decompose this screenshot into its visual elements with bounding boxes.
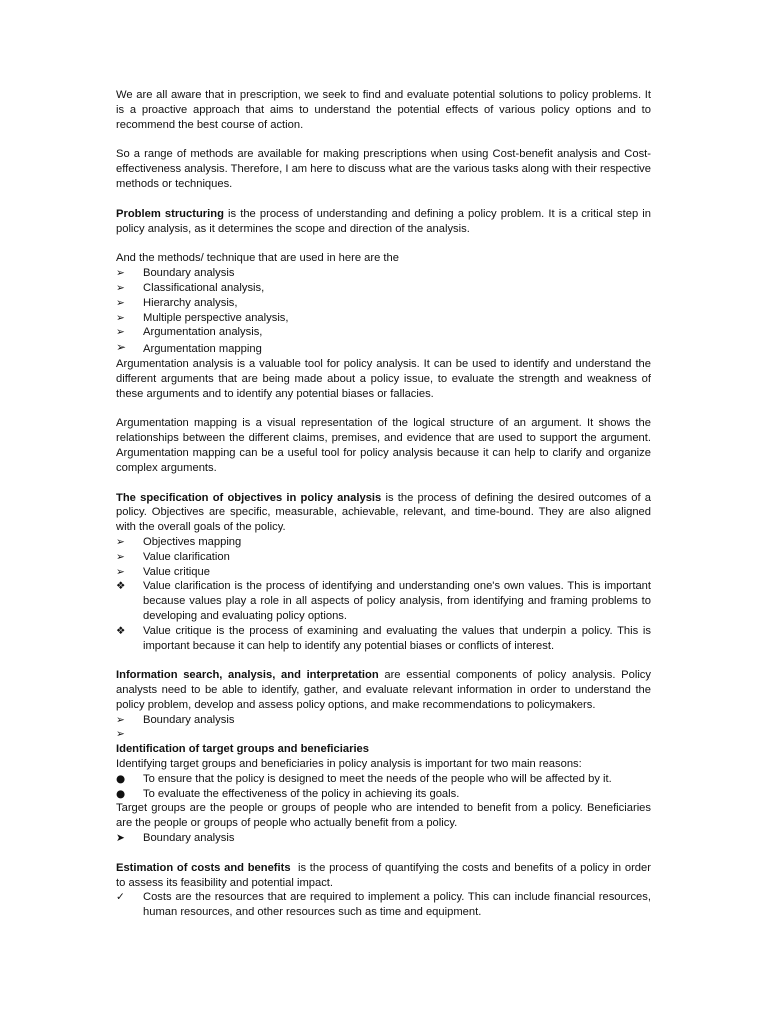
list-item: ➤ Boundary analysis bbox=[116, 832, 235, 845]
list-item: ● To ensure that the policy is designed to meet the needs of the people who will be affected by it. bbox=[116, 772, 612, 785]
list-item: ❖ Value clarification is the process of identifying and understanding one's own values. This is important because values play a role in all aspects of policy analysis, from identifying and framing problems to developing and evaluating policy options. bbox=[116, 580, 651, 622]
argumentation-mapping-paragraph: Argumentation mapping is a visual representation of the logical structure of an argument. It shows the relationships between the different claims, premises, and evidence that are used to support the argument. Argumentation mapping can be a useful tool for policy analysis because it can help to clarify and organize complex arguments. bbox=[116, 417, 651, 474]
costs-list bbox=[116, 890, 651, 920]
objectives-methods-list bbox=[116, 535, 651, 653]
list-item: ✓ Costs are the resources that are required to implement a policy. This can include financial resources, human resources, and other resources such as time and equipment. bbox=[116, 891, 651, 919]
problem-structuring-paragraph: Problem structuring is the process of understanding and defining a policy problem. It is a critical step in policy analysis, as it determines the scope and direction of the analysis. bbox=[116, 207, 651, 235]
costs-benefits-heading: Estimation of costs and benefits bbox=[116, 861, 291, 874]
arrow-bullet-icon: ➢ bbox=[116, 296, 125, 309]
target-methods-list bbox=[116, 831, 651, 846]
dot-bullet-icon: ● bbox=[116, 772, 126, 785]
problem-methods-list bbox=[116, 266, 651, 357]
target-groups-definition: Target groups are the people or groups of people who are intended to benefit from a policy. Beneficiaries are the people or groups of people who actually benefit from a policy. bbox=[116, 802, 651, 830]
arrow-bullet-icon: ➢ bbox=[116, 281, 125, 294]
target-groups-heading: Identification of target groups and beneficiaries bbox=[116, 743, 369, 756]
list-item: ➢ Multiple perspective analysis, bbox=[116, 311, 289, 324]
list-item: ➢ Objectives mapping bbox=[116, 535, 242, 548]
arrow-bullet-icon: ➢ bbox=[116, 267, 125, 280]
list-item: ➢ Argumentation mapping bbox=[116, 340, 262, 356]
list-item: ❖ Value critique is the process of examining and evaluating the values that underpin a policy. This is important because it can help to identify any potential biases or conflicts of interest. bbox=[116, 624, 651, 652]
arrow-bullet-icon: ➢ bbox=[116, 535, 125, 548]
list-item: ➢ Boundary analysis bbox=[116, 713, 235, 726]
list-item: ➢ Value critique bbox=[116, 565, 210, 578]
dot-bullet-icon: ● bbox=[116, 787, 126, 800]
list-item: ➢ Hierarchy analysis, bbox=[116, 296, 238, 309]
list-item: ➢ Boundary analysis bbox=[116, 267, 235, 280]
objectives-heading: The specification of objectives in policy analysis bbox=[116, 491, 382, 504]
problem-structuring-heading: Problem structuring bbox=[116, 207, 224, 220]
list-item: ➢ Value clarification bbox=[116, 550, 230, 563]
arrow-bullet-icon: ➢ bbox=[116, 713, 125, 726]
information-methods-list bbox=[116, 713, 651, 743]
arrow-bullet-icon: ➢ bbox=[116, 728, 125, 741]
objectives-paragraph: The specification of objectives in policy analysis is the process of defining the desired outcomes of a policy. Objectives are specific, measurable, achievable, relevant, and time-bound. They are also aligned with the overall goals of the policy. bbox=[116, 491, 651, 534]
arrowhead-bullet-icon: ➤ bbox=[116, 832, 125, 845]
information-heading: Information search, analysis, and interpretation bbox=[116, 669, 379, 682]
arrow-bullet-icon: ➢ bbox=[116, 311, 125, 324]
arrow-bullet-icon: ➢ bbox=[116, 565, 125, 578]
methods-intro: And the methods/ technique that are used in here are the bbox=[116, 252, 399, 265]
arrow-bullet-icon: ➢ bbox=[116, 326, 125, 339]
list-item: ● To evaluate the effectiveness of the policy in achieving its goals. bbox=[116, 787, 460, 800]
methods-paragraph: So a range of methods are available for making prescriptions when using Cost-benefit analysis and Cost-effectiveness analysis. Therefore, I am here to discuss what are the various tasks along with their respective methods or techniques. bbox=[116, 148, 651, 190]
information-paragraph: Information search, analysis, and interpretation are essential components of policy analysis. Policy analysts need to be able to identify, gather, and evaluate relevant information in order to understand the policy problem, develop and assess policy options, and make recommendations to policymakers. bbox=[116, 669, 651, 711]
argumentation-analysis-paragraph: Argumentation analysis is a valuable tool for policy analysis. It can be used to identify and understand the different arguments that are being made about a policy issue, to evaluate the strength and weakness of these arguments and to identify any potential biases or fallacies. bbox=[116, 357, 651, 400]
target-groups-intro: Identifying target groups and beneficiaries in policy analysis is important for two main reasons: bbox=[116, 758, 582, 771]
arrow-bullet-icon: ➢ bbox=[116, 550, 125, 563]
list-item bbox=[116, 727, 651, 742]
arrow-bullet-icon: ➢ bbox=[116, 340, 127, 355]
check-bullet-icon: ✓ bbox=[116, 891, 125, 904]
costs-benefits-paragraph: Estimation of costs and benefits is the process of quantifying the costs and benefits of a policy in order to assess its feasibility and potential impact. bbox=[116, 861, 655, 889]
list-item: ➢ Classificational analysis, bbox=[116, 281, 265, 294]
target-reasons-list bbox=[116, 772, 651, 802]
intro-paragraph: We are all aware that in prescription, we seek to find and evaluate potential solutions to policy problems. It is a proactive approach that aims to understand the potential effects of various policy options and to recommend the best course of action. bbox=[116, 89, 651, 131]
diamond-bullet-icon: ❖ bbox=[116, 624, 126, 637]
diamond-bullet-icon: ❖ bbox=[116, 580, 126, 593]
list-item: ➢ Argumentation analysis, bbox=[116, 326, 263, 339]
